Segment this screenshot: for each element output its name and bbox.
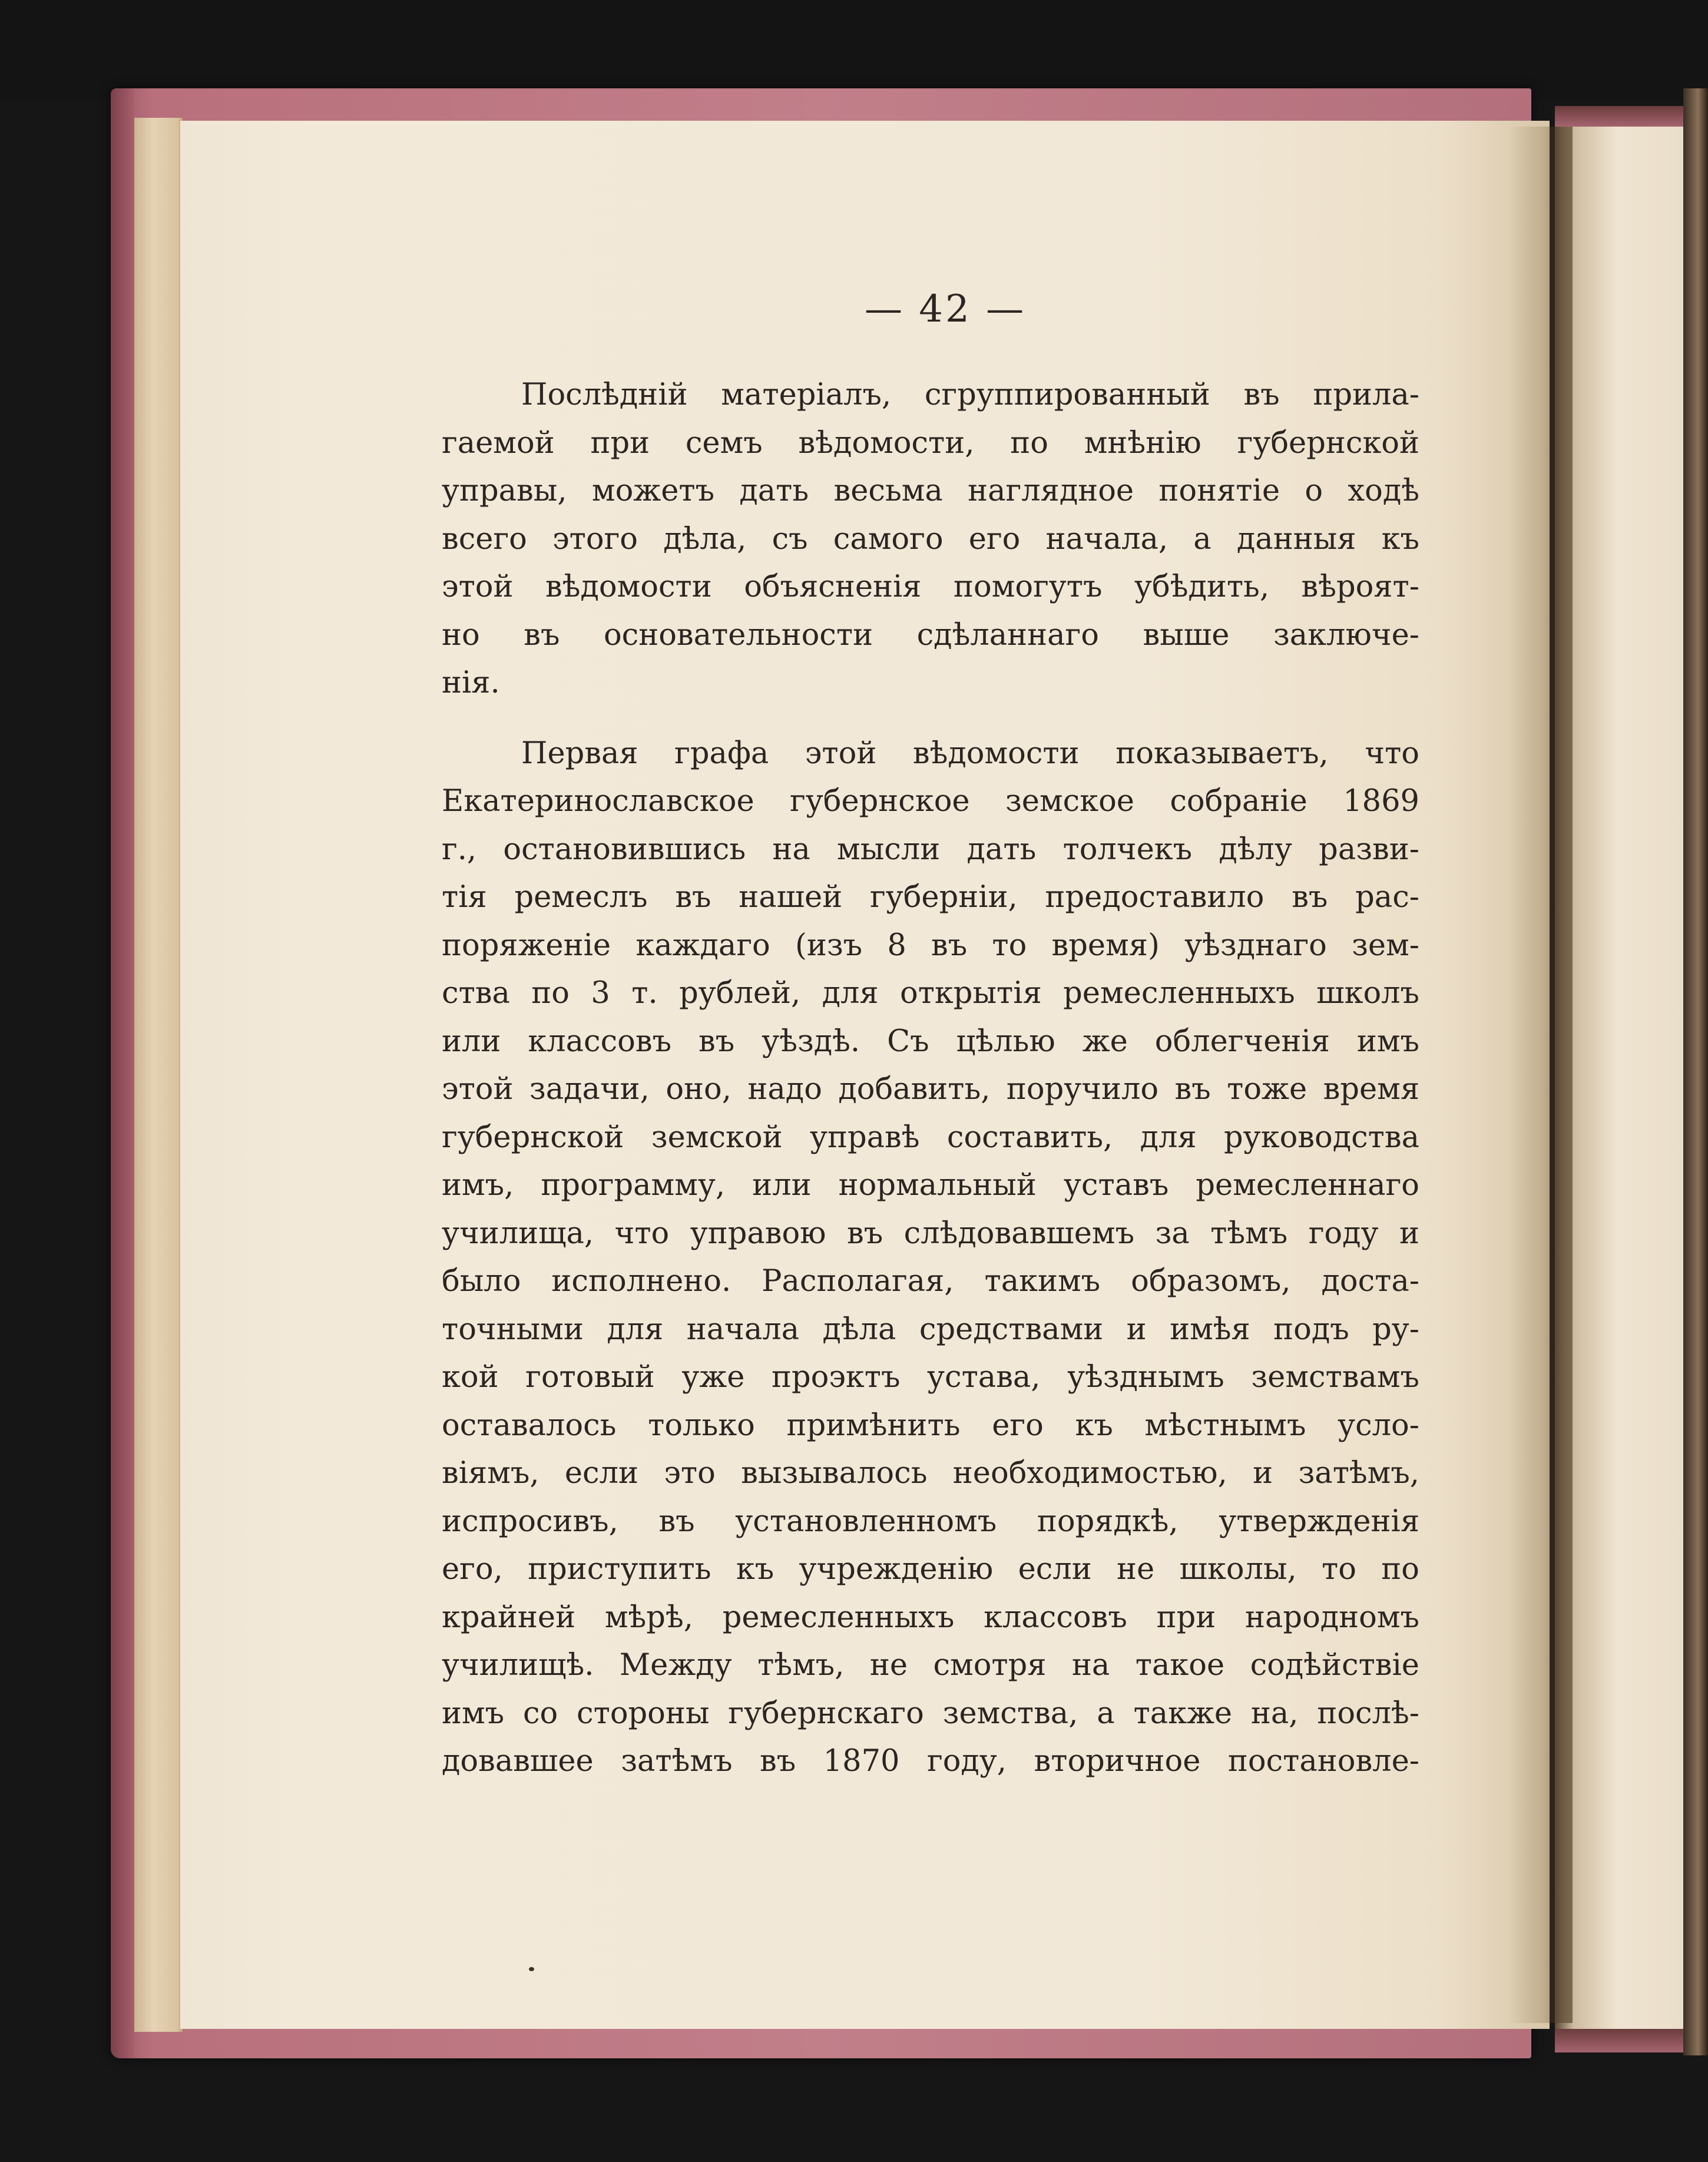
text-line: Послѣднiй матерiалъ, сгруппированный въ прила-: [521, 378, 1419, 412]
text-line: г., остановившись на мысли дать толчекъ дѣлу разви-: [442, 832, 1419, 867]
facing-page-edge: [1683, 88, 1708, 2055]
text-line: училища, что управою въ слѣдовавшемъ за тѣмъ году и: [442, 1216, 1419, 1251]
text-line: имъ со стороны губернскаго земства, а также на, послѣ-: [442, 1696, 1419, 1731]
text-line: точными для начала дѣла средствами и имѣя подъ ру-: [442, 1312, 1419, 1347]
page-text: [442, 283, 1419, 1786]
text-line: тiя ремеслъ въ нашей губернiи, предоставило въ рас-: [442, 880, 1419, 915]
text-line: этой вѣдомости объясненiя помогутъ убѣдить, вѣроят-: [442, 570, 1419, 604]
text-line: крайней мѣрѣ, ремесленныхъ классовъ при народномъ: [442, 1600, 1419, 1635]
text-line: Екатеринославское губернское земское собранiе 1869: [442, 784, 1419, 819]
text-line: довавшее затѣмъ въ 1870 году, вторичное постановле-: [442, 1744, 1419, 1779]
text-line: но въ основательности сдѣланнаго выше заключе-: [442, 617, 1419, 653]
text-line: или классовъ въ уѣздѣ. Съ цѣлью же облегченiя имъ: [442, 1024, 1419, 1059]
paragraph-2: [442, 730, 1419, 1786]
text-line: этой задачи, оно, надо добавить, поручило въ тоже время: [442, 1072, 1419, 1107]
scan-background: [0, 0, 1708, 100]
text-line: его, приступить къ учрежденiю если не школы, то по: [442, 1552, 1419, 1587]
text-line: губернской земской управѣ составить, для руководства: [442, 1120, 1419, 1155]
text-line: имъ, программу, или нормальный уставъ ремесленнаго: [442, 1168, 1419, 1203]
text-line: управы, можетъ дать весьма наглядное понятiе о ходѣ: [442, 474, 1419, 508]
text-line: оставалось только примѣнить его къ мѣстнымъ усло-: [442, 1408, 1419, 1443]
text-line: всего этого дѣла, съ самого его начала, а данныя къ: [442, 521, 1419, 557]
page-stack-edge: [134, 118, 183, 2032]
text-line: испросивъ, въ установленномъ порядкѣ, утвержденiя: [442, 1504, 1419, 1539]
cover-spine-edge: [111, 88, 134, 2058]
text-line: училищѣ. Между тѣмъ, не смотря на такое содѣйствiе: [442, 1648, 1419, 1683]
text-line: поряженiе каждаго (изъ 8 въ то время) уѣзднаго зем-: [442, 928, 1419, 963]
page-number: — 42 —: [864, 287, 1027, 331]
text-line: вiямъ, если это вызывалось необходимостью, и затѣмъ,: [442, 1456, 1419, 1491]
book-gutter: [1508, 127, 1573, 2023]
text-line: кой готовый уже проэктъ устава, уѣзднымъ земствамъ: [442, 1360, 1419, 1395]
text-line: гаемой при семъ вѣдомости, по мнѣнiю губернской: [442, 425, 1419, 461]
text-line: ства по 3 т. рублей, для открытiя ремесленныхъ школъ: [442, 976, 1419, 1011]
text-line: нiя.: [442, 666, 500, 700]
paragraph-1: [442, 371, 1419, 707]
text-line: было исполнено. Располагая, такимъ образомъ, доста-: [442, 1264, 1419, 1299]
text-line: Первая графа этой вѣдомости показываетъ, что: [521, 736, 1419, 771]
ink-speck: [529, 1967, 534, 1971]
